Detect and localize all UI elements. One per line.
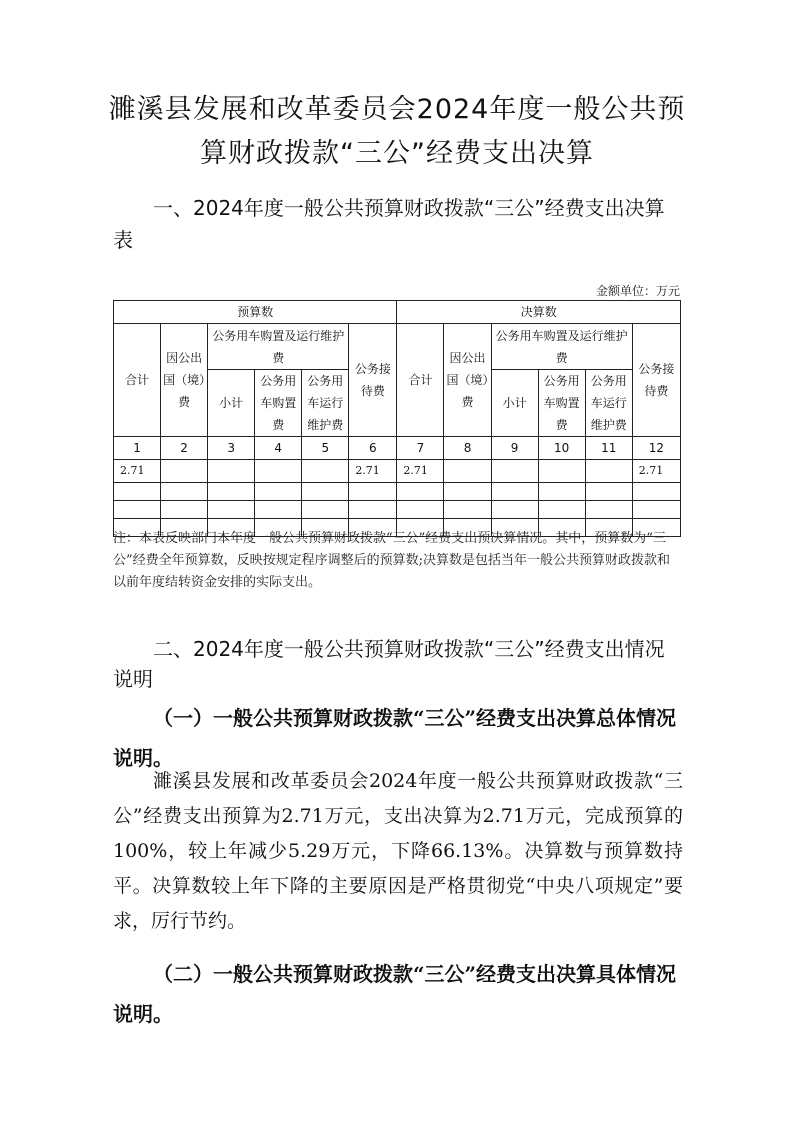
- column-number: 5: [302, 437, 349, 460]
- table-cell: [397, 501, 444, 519]
- final-header: 决算数: [397, 301, 681, 324]
- document-title: 濉溪县发展和改革委员会2024年度一般公共预算财政拨款“三公”经费支出决算: [108, 94, 686, 169]
- table-cell: 2.71: [114, 460, 161, 483]
- header-vehicle-purchase: 公务用车购置费: [255, 370, 302, 437]
- table-cell: [491, 460, 538, 483]
- header-vehicle-purchase: 公务用车购置费: [538, 370, 585, 437]
- table-cell: [632, 483, 680, 501]
- table-row: [114, 501, 681, 519]
- header-subtotal: 小计: [208, 370, 255, 437]
- table-cell: 2.71: [632, 460, 680, 483]
- table-cell: [255, 483, 302, 501]
- table-cell: [208, 501, 255, 519]
- table-cell: [444, 460, 491, 483]
- header-abroad: 因公出国（境）费: [444, 324, 491, 437]
- column-number: 1: [114, 437, 161, 460]
- table-cell: [349, 501, 397, 519]
- table-cell: [491, 501, 538, 519]
- table-cell: [161, 501, 208, 519]
- section2-heading: 二、2024年度一般公共预算财政拨款“三公”经费支出情况说明: [113, 637, 665, 691]
- table-note: 注：本表反映部门本年度一般公共预算财政拨款“三公”经费支出预决算情况。其中，预算数为“三公”经费全年预算数，反映按规定程序调整后的预算数;决算数是包括当年一般公共预算财政拨款和以前年度结转资金安排的实际支出。: [113, 531, 671, 590]
- table-cell: [538, 483, 585, 501]
- table-cell: [161, 460, 208, 483]
- table-row: [114, 483, 681, 501]
- table-cell: [538, 460, 585, 483]
- subsection1-paragraph: 濉溪县发展和改革委员会2024年度一般公共预算财政拨款“三公”经费支出预算为2.71万元，支出决算为2.71万元，完成预算的100%，较上年减少5.29万元，下降66.13%。决算数与预算数持平。决算数较上年下降的主要原因是严格贯彻党“中央八项规定”要求，厉行节约。: [113, 770, 683, 932]
- three-public-expense-table: [113, 300, 681, 537]
- table-cell: 2.71: [397, 460, 444, 483]
- header-vehicle-operation: 公务用车运行维护费: [585, 370, 632, 437]
- table-cell: [161, 483, 208, 501]
- section1-heading: 一、2024年度一般公共预算财政拨款“三公”经费支出决算表: [113, 196, 665, 252]
- header-total: 合计: [114, 324, 161, 437]
- header-vehicle-operation: 公务用车运行维护费: [302, 370, 349, 437]
- table-cell: 2.71: [349, 460, 397, 483]
- table-cell: [255, 501, 302, 519]
- header-abroad: 因公出国（境）费: [161, 324, 208, 437]
- header-total: 合计: [397, 324, 444, 437]
- column-number: 9: [491, 437, 538, 460]
- header-subtotal: 小计: [491, 370, 538, 437]
- table-cell: [114, 501, 161, 519]
- table-cell: [302, 501, 349, 519]
- subsection2-heading: （二）一般公共预算财政拨款“三公”经费支出决算具体情况说明。: [113, 962, 677, 1026]
- table-cell: [632, 501, 680, 519]
- table-cell: [585, 460, 632, 483]
- header-reception: 公务接待费: [632, 324, 680, 437]
- column-number: 3: [208, 437, 255, 460]
- table-cell: [255, 460, 302, 483]
- budget-header: 预算数: [114, 301, 397, 324]
- table-cell: [114, 483, 161, 501]
- table-cell: [444, 501, 491, 519]
- table-cell: [208, 460, 255, 483]
- table-cell: [585, 483, 632, 501]
- unit-label: 金额单位：万元: [595, 284, 680, 298]
- table-row: [114, 460, 681, 483]
- table-cell: [208, 483, 255, 501]
- subsection1-heading: （一）一般公共预算财政拨款“三公”经费支出决算总体情况说明。: [113, 706, 677, 770]
- header-vehicle: 公务用车购置及运行维护费: [208, 324, 349, 370]
- table-cell: [491, 483, 538, 501]
- column-number: 10: [538, 437, 585, 460]
- column-number: 11: [585, 437, 632, 460]
- table-cell: [397, 483, 444, 501]
- header-vehicle: 公务用车购置及运行维护费: [491, 324, 632, 370]
- column-number: 7: [397, 437, 444, 460]
- column-number: 6: [349, 437, 397, 460]
- table-cell: [538, 501, 585, 519]
- column-number: 8: [444, 437, 491, 460]
- table-cell: [302, 483, 349, 501]
- column-number: 4: [255, 437, 302, 460]
- table-cell: [585, 501, 632, 519]
- table-cell: [444, 483, 491, 501]
- column-number: 12: [632, 437, 680, 460]
- table-cell: [302, 460, 349, 483]
- column-number: 2: [161, 437, 208, 460]
- table-cell: [349, 483, 397, 501]
- header-reception: 公务接待费: [349, 324, 397, 437]
